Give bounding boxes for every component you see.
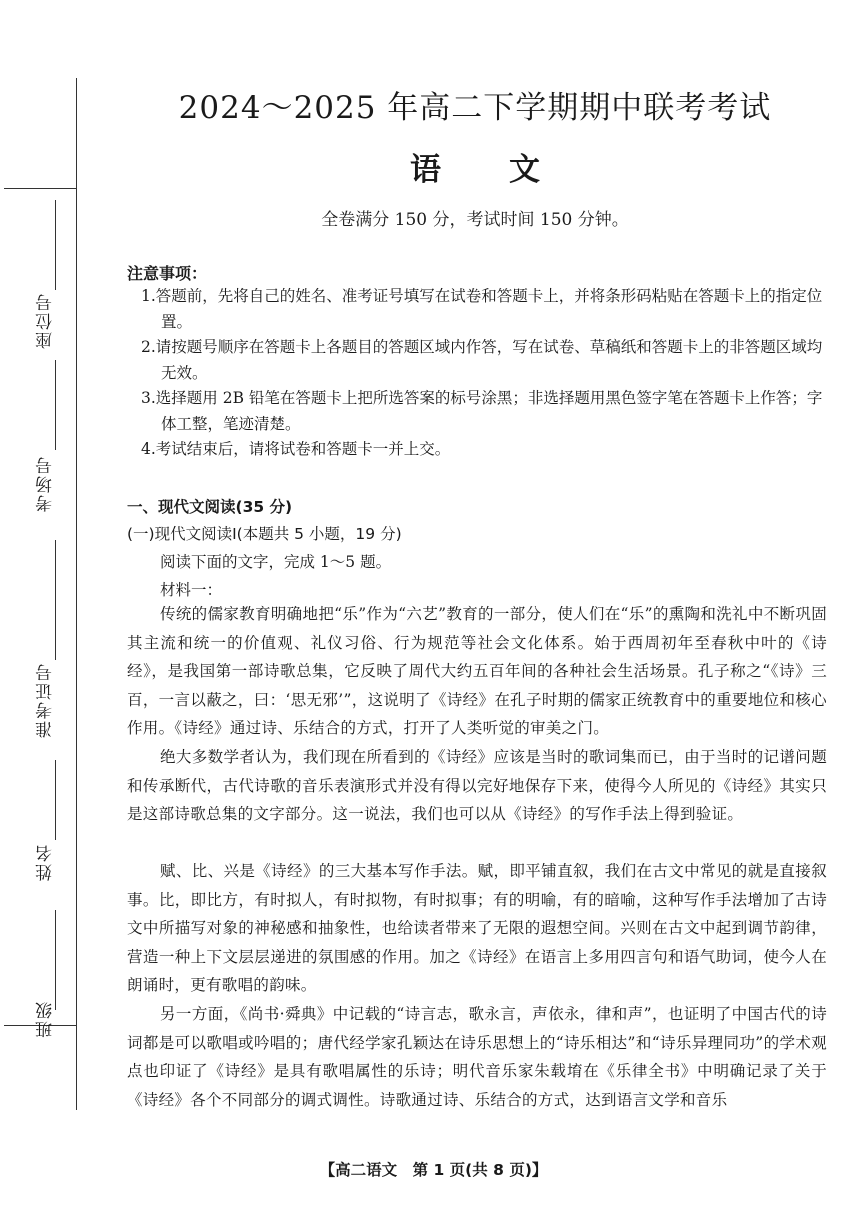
paragraph: 绝大多数学者认为，我们现在所看到的《诗经》应该是当时的歌词集而已，由于当时的记谱问题和传承断代，古代诗歌的音乐表演形式并没有得以完好地保存下来，使得今人所见的《诗经》其实只是这部诗歌总集的文字部分。这一说法，我们也可以从《诗经》的写作手法上得到验证。 (127, 748, 827, 823)
sub-section-heading: (一)现代文阅读Ⅰ(本题共 5 小题，19 分) (127, 525, 402, 543)
name-label: 姓名 (36, 843, 56, 881)
note-item: 2.请按题号顺序在答题卡上各题目的答题区域内作答，写在试卷、草稿纸和答题卡上的非答题区域均无效。 (141, 338, 823, 382)
seat-underline (55, 200, 56, 290)
name-underline (55, 760, 56, 840)
ticket-label: 准考证号 (36, 662, 56, 738)
exam-room-underline (55, 360, 56, 450)
section-heading: 一、现代文阅读(35 分) (127, 498, 293, 516)
score-info: 全卷满分 150 分，考试时间 150 分钟。 (321, 210, 629, 230)
paragraph: 赋、比、兴是《诗经》的三大基本写作手法。赋，即平铺直叙，我们在古文中常见的就是直接叙事。比，即比方，有时拟人，有时拟物，有时拟事；有的明喻，有的暗喻，这种写作手法增加了古诗文中所描写对象的神秘感和抽象性，也给读者带来了无限的遐想空间。兴则在古文中起到调节韵律，营造一种上下文层层递进的氛围感的作用。加之《诗经》在语言上多用四言句和语气助词，使今人在朗诵时，更有歌唱的韵味。 (127, 862, 827, 994)
margin-top-tick (4, 188, 76, 189)
material-label: 材料一： (160, 581, 223, 599)
exam-room-label: 考场号 (36, 455, 56, 512)
class-underline (55, 910, 56, 1010)
seat-label: 座位号 (36, 292, 56, 349)
paragraph: 另一方面，《尚书·舜典》中记载的“诗言志，歌永言，声依永，律和声”，也证明了中国古代的诗词都是可以歌唱或吟唱的；唐代经学家孔颖达在诗乐思想上的“诗乐相达”和“诗乐异理同功”的学术观点也印证了《诗经》是具有歌唱属性的乐诗；明代音乐家朱载堉在《乐律全书》中明确记录了关于《诗经》各个不同部分的调式调性。诗歌通过诗、乐结合的方式，达到语言文学和音乐 (127, 1005, 827, 1109)
ticket-underline (55, 540, 56, 660)
binding-line (76, 78, 77, 1110)
notes-list (127, 284, 827, 463)
note-item: 3.选择题用 2B 铅笔在答题卡上把所选答案的标号涂黑；非选择题用黑色签字笔在答题卡上作答；字体工整，笔迹清楚。 (141, 389, 823, 433)
exam-title: 2024～2025 年高二下学期期中联考考试 (178, 90, 772, 126)
class-label: 班级 (36, 1000, 56, 1038)
note-item: 1.答题前，先将自己的姓名、准考证号填写在试卷和答题卡上，并将条形码粘贴在答题卡上的指定位置。 (141, 287, 823, 331)
reading-instruction: 阅读下面的文字，完成 1～5 题。 (160, 553, 392, 571)
notes-title: 注意事项： (127, 264, 208, 283)
page-footer: 【高二语文 第 1 页(共 8 页)】 (319, 1161, 548, 1179)
paragraph: 传统的儒家教育明确地把“乐”作为“六艺”教育的一部分，使人们在“乐”的熏陶和洗礼中不断巩固其主流和统一的价值观、礼仪习俗、行为规范等社会文化体系。始于西周初年至春秋中叶的《诗经》，是我国第一部诗歌总集，它反映了周代大约五百年间的各种社会生活场景。孔子称之“《诗》三百，一言以蔽之，曰：‘思无邪’”，这说明了《诗经》在孔子时期的儒家正统教育中的重要地位和核心作用。《诗经》通过诗、乐结合的方式，打开了人类听觉的审美之门。 (127, 605, 827, 737)
subject-title: 语文 (410, 152, 608, 188)
note-item: 4.考试结束后，请将试卷和答题卡一并上交。 (141, 440, 451, 458)
